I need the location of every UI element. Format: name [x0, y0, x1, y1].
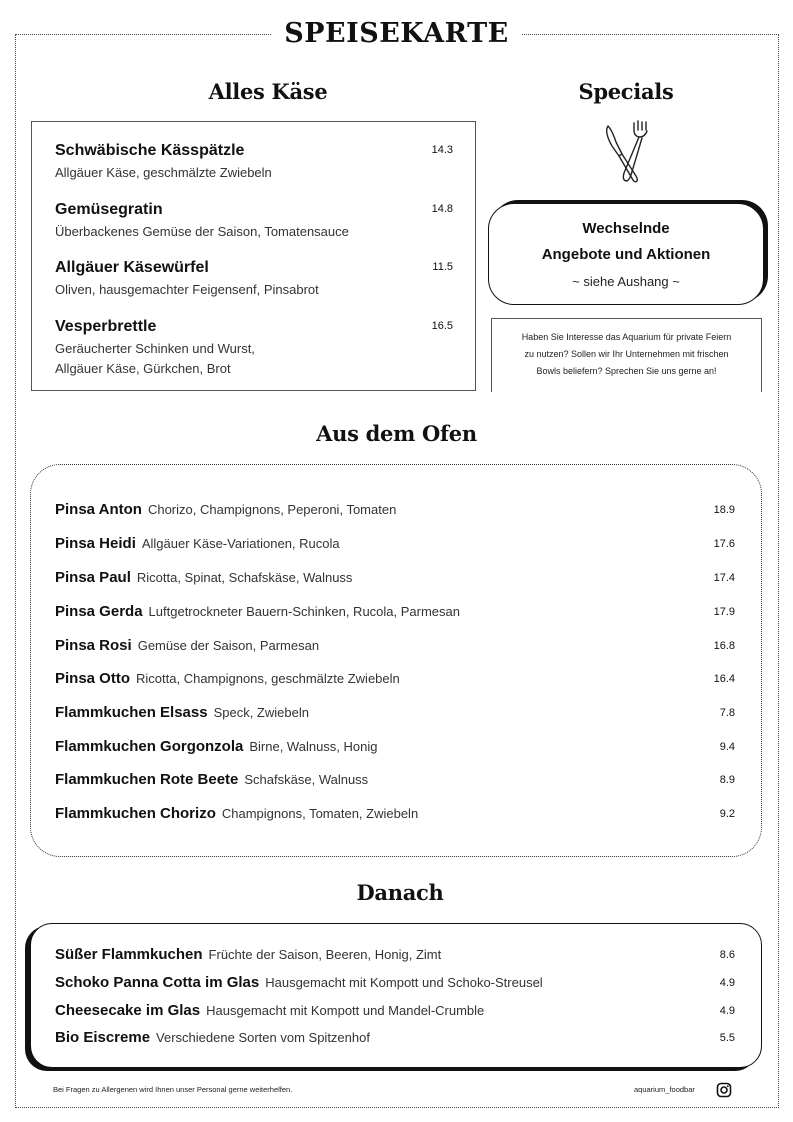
item-name: Flammkuchen Chorizo	[55, 805, 216, 822]
menu-item	[55, 317, 453, 379]
specials-line: Angebote und Aktionen	[541, 246, 711, 263]
menu-item	[55, 771, 735, 791]
item-description: Verschiedene Sorten vom Spitzenhof	[156, 1030, 370, 1045]
item-description: Chorizo, Champignons, Peperoni, Tomaten	[147, 502, 397, 517]
instagram-icon[interactable]	[716, 1082, 732, 1098]
inquiry-line: Bowls beliefern? Sprechen Sie uns gerne an!	[536, 366, 717, 376]
item-name: Pinsa Heidi	[55, 535, 136, 552]
specials-note: ~ siehe Aushang ~	[572, 274, 680, 289]
item-description: Überbackenes Gemüse der Saison, Tomatensauce	[55, 224, 349, 239]
menu-item	[55, 569, 735, 589]
item-price: 7.8	[719, 707, 735, 719]
item-description: Luftgetrockneter Bauern-Schinken, Rucola, Parmesan	[148, 604, 460, 619]
item-name: Allgäuer Käsewürfel	[55, 259, 209, 276]
item-price: 4.9	[719, 1005, 735, 1017]
kaese-section	[31, 121, 476, 391]
allergen-note: Bei Fragen zu Allergenen wird Ihnen unser Personal gerne weiterhelfen.	[53, 1085, 293, 1094]
menu-item	[55, 805, 735, 825]
item-name: Süßer Flammkuchen	[55, 946, 203, 963]
item-price: 16.5	[431, 320, 453, 332]
item-name: Pinsa Otto	[55, 670, 131, 687]
menu-item	[55, 603, 735, 623]
item-description: Speck, Zwiebeln	[213, 705, 309, 720]
item-price: 16.8	[713, 640, 735, 652]
item-description: Oliven, hausgemachter Feigensenf, Pinsabrot	[55, 282, 319, 297]
menu-item	[55, 200, 453, 242]
menu-item	[55, 670, 735, 690]
item-price: 5.5	[719, 1032, 735, 1044]
menu-item	[55, 1029, 735, 1049]
item-name: Vesperbrettle	[55, 318, 157, 335]
item-description: Gemüse der Saison, Parmesan	[137, 638, 320, 653]
item-description: Birne, Walnuss, Honig	[249, 739, 378, 754]
section-heading-specials: Specials	[578, 79, 674, 104]
menu-item	[55, 704, 735, 724]
item-name: Cheesecake im Glas	[55, 1002, 201, 1019]
specials-line: Wechselnde	[582, 220, 670, 237]
item-price: 17.4	[713, 572, 735, 584]
section-heading-ofen: Aus dem Ofen	[316, 421, 477, 446]
item-name: Flammkuchen Rote Beete	[55, 771, 239, 788]
item-description: Ricotta, Champignons, geschmälzte Zwiebeln	[136, 671, 400, 686]
item-description: Hausgemacht mit Kompott und Mandel-Crumble	[206, 1003, 485, 1018]
menu-item	[55, 738, 735, 758]
ofen-section	[30, 464, 762, 857]
item-price: 18.9	[713, 504, 735, 516]
item-price: 14.3	[431, 144, 453, 156]
item-description: Champignons, Tomaten, Zwiebeln	[221, 806, 419, 821]
item-description: Schafskäse, Walnuss	[244, 772, 369, 787]
item-price: 17.9	[713, 606, 735, 618]
menu-item	[55, 141, 453, 183]
item-price: 9.4	[719, 741, 735, 753]
item-name: Pinsa Rosi	[55, 637, 132, 654]
item-name: Schwäbische Kässpätzle	[55, 142, 245, 159]
section-heading-danach: Danach	[356, 880, 444, 905]
item-price: 8.9	[719, 774, 735, 786]
item-name: Pinsa Paul	[55, 569, 131, 586]
item-description: Hausgemacht mit Kompott und Schoko-Streusel	[265, 975, 543, 990]
item-price: 14.8	[431, 203, 453, 215]
item-price: 9.2	[719, 808, 735, 820]
specials-card	[488, 203, 764, 305]
inquiry-box	[491, 318, 762, 392]
item-name: Pinsa Gerda	[55, 603, 143, 620]
item-price: 11.5	[432, 261, 453, 273]
item-name: Schoko Panna Cotta im Glas	[55, 974, 260, 991]
instagram-handle[interactable]: aquarium_foodbar	[634, 1085, 695, 1094]
section-heading-kaese: Alles Käse	[208, 79, 328, 104]
item-name: Flammkuchen Elsass	[55, 704, 208, 721]
item-description: Allgäuer Käse, Gürkchen, Brot	[55, 361, 231, 376]
item-name: Gemüsegratin	[55, 201, 163, 218]
menu-item	[55, 258, 453, 300]
item-price: 8.6	[719, 949, 735, 961]
item-price: 4.9	[719, 977, 735, 989]
menu-item	[55, 974, 735, 994]
fork-knife-icon	[598, 118, 654, 188]
item-price: 17.6	[713, 538, 735, 550]
item-description: Allgäuer Käse-Variationen, Rucola	[141, 536, 340, 551]
item-name: Pinsa Anton	[55, 501, 142, 518]
menu-item	[55, 1002, 735, 1022]
item-description: Ricotta, Spinat, Schafskäse, Walnuss	[136, 570, 353, 585]
menu-item	[55, 637, 735, 657]
item-description: Früchte der Saison, Beeren, Honig, Zimt	[208, 947, 442, 962]
item-description: Allgäuer Käse, geschmälzte Zwiebeln	[55, 165, 272, 180]
page-title: SPEISEKARTE	[0, 18, 793, 49]
item-name: Bio Eiscreme	[55, 1029, 151, 1046]
danach-section	[30, 923, 762, 1068]
item-description: Geräucherter Schinken und Wurst,	[55, 341, 255, 356]
item-price: 16.4	[713, 673, 735, 685]
menu-item	[55, 535, 735, 555]
inquiry-line: zu nutzen? Sollen wir Ihr Unternehmen mit frischen	[524, 349, 729, 359]
inquiry-line: Haben Sie Interesse das Aquarium für private Feiern	[521, 332, 732, 342]
item-name: Flammkuchen Gorgonzola	[55, 738, 244, 755]
menu-item	[55, 946, 735, 966]
menu-item	[55, 501, 735, 521]
